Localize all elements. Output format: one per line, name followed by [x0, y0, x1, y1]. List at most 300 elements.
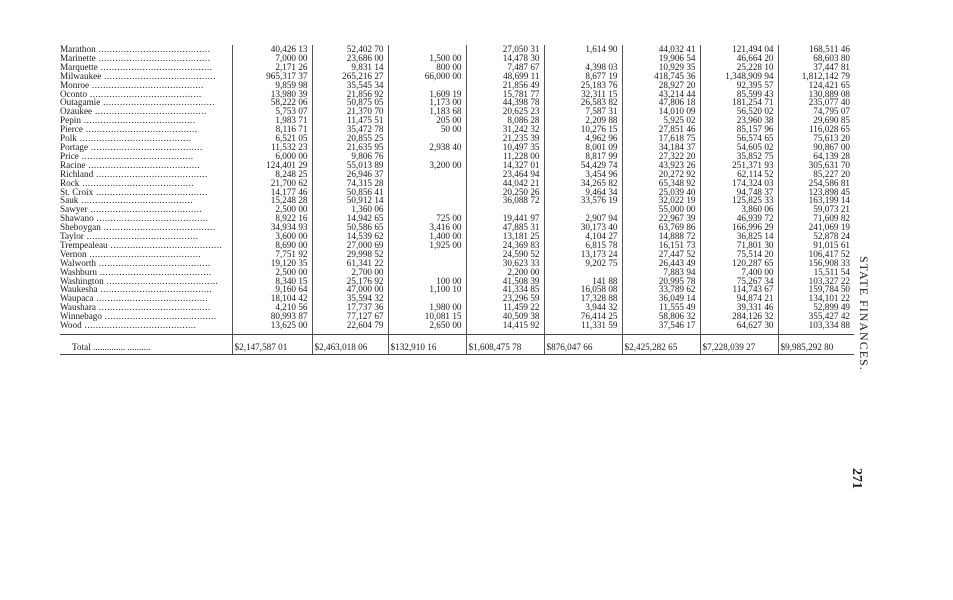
amount-cell: 4,398 03 — [544, 63, 622, 72]
amount-cell: 64,139 28 — [813, 151, 850, 161]
amount-cell: 116,028 65 — [808, 125, 850, 135]
amount-cell: 43,923 26 — [622, 161, 700, 170]
amount-cell: 174,324 03 — [700, 179, 778, 188]
county-name — [60, 268, 232, 277]
amount-cell: 14,478 30 — [466, 54, 544, 63]
amount-cell: 75,514 20 — [700, 250, 778, 259]
amount-cell: 15,511 54 — [813, 267, 850, 277]
amount-cell: 11,459 22 — [466, 303, 544, 312]
amount-cell: 305,631 70 — [808, 160, 850, 170]
table-row — [60, 196, 854, 205]
county-name — [60, 196, 232, 205]
amount-cell: 50,912 14 — [312, 196, 388, 205]
amount-cell: 41,334 85 — [466, 285, 544, 294]
amount-cell: 168,511 46 — [808, 45, 850, 54]
amount-cell — [388, 268, 466, 277]
amount-cell: 9,160 64 — [232, 285, 312, 294]
amount-cell: 1,348,909 94 — [700, 72, 778, 81]
amount-cell: 20,855 25 — [312, 134, 388, 143]
total-cell: $2,425,282 65 — [622, 335, 700, 355]
amount-cell: 26,443 49 — [622, 259, 700, 268]
amount-cell: 85,157 96 — [700, 125, 778, 134]
leader-dots: ........................................ — [107, 240, 223, 250]
amount-cell: 66,000 00 — [388, 72, 466, 81]
amount-cell: 103,334 88 — [808, 321, 850, 330]
amount-cell: 35,545 34 — [312, 81, 388, 90]
amount-cell: 50,875 05 — [312, 98, 388, 107]
amount-cell: 15,781 77 — [466, 90, 544, 99]
leader-dots: .............. .......... — [90, 341, 151, 352]
amount-cell: 3,860 06 — [700, 205, 778, 214]
amount-cell: 43,214 44 — [622, 90, 700, 99]
amount-cell: 52,899 49 — [813, 303, 850, 313]
amount-cell: 25,039 40 — [622, 188, 700, 197]
amount-cell: 9,831 14 — [312, 63, 388, 72]
amount-cell: 46,939 72 — [700, 214, 778, 223]
amount-cell: 11,331 59 — [544, 321, 622, 330]
amount-cell: 11,532 23 — [232, 143, 312, 152]
county-name-text: Marquette — [60, 62, 98, 72]
amount-cell: 9,859 98 — [232, 81, 312, 90]
amount-cell: 254,586 81 — [808, 178, 850, 188]
county-name — [60, 259, 232, 268]
county-name — [60, 125, 232, 134]
amount-cell: 25,228 10 — [700, 63, 778, 72]
amount-cell: 418,745 36 — [622, 72, 700, 81]
leader-dots: ........................................ — [93, 169, 208, 179]
county-name-text: Milwaukee — [60, 71, 102, 81]
leader-dots: ........................................ — [96, 258, 211, 268]
amount-cell: 28,927 20 — [622, 81, 700, 90]
amount-cell: 50,856 41 — [312, 188, 388, 197]
amount-cell: 5,925 02 — [622, 116, 700, 125]
amount-cell: 61,341 22 — [312, 259, 388, 268]
amount-cell — [388, 294, 466, 303]
amount-cell: 56,574 65 — [700, 134, 778, 143]
amount-cell: 2,907 94 — [544, 214, 622, 223]
leader-dots: ........................................ — [87, 89, 202, 99]
amount-cell: 44,032 41 — [622, 45, 700, 54]
county-finance-table — [60, 45, 854, 355]
leader-dots: ........................................ — [95, 53, 211, 63]
amount-cell: 54,605 02 — [700, 143, 778, 152]
county-name — [60, 223, 232, 232]
county-name-text: Vernon — [60, 249, 87, 259]
county-name — [60, 321, 232, 330]
amount-cell: 2,938 40 — [388, 143, 466, 152]
county-name-text: Polk — [60, 134, 77, 143]
county-name-text: Waushara — [60, 303, 96, 313]
amount-cell: 181,254 71 — [700, 98, 778, 107]
amount-cell: 32,311 15 — [544, 90, 622, 99]
amount-cell: 47,885 31 — [466, 223, 544, 232]
amount-cell: 125,825 33 — [700, 196, 778, 205]
amount-cell: 134,101 22 — [808, 294, 850, 304]
table-row — [60, 223, 854, 232]
county-name — [60, 285, 232, 294]
amount-cell: 5,753 07 — [232, 107, 312, 116]
amount-cell: 725 00 — [388, 214, 466, 223]
amount-cell: 33,576 19 — [544, 196, 622, 205]
county-name — [60, 205, 232, 214]
total-row — [60, 335, 854, 355]
total-label-text: Total — [72, 341, 91, 352]
table-row — [60, 294, 854, 303]
amount-cell: 6,000 00 — [232, 152, 312, 161]
amount-cell: 17,328 88 — [544, 294, 622, 303]
amount-cell: 77,127 67 — [312, 312, 388, 321]
amount-cell: 36,825 14 — [700, 232, 778, 241]
amount-cell: 241,069 19 — [808, 223, 850, 233]
leader-dots: ........................................ — [101, 71, 217, 81]
leader-dots: ........................................ — [85, 160, 201, 170]
leader-dots: ........................................ — [92, 107, 207, 117]
amount-cell — [544, 54, 622, 63]
county-name-text: Sauk — [60, 196, 79, 206]
county-name-text: Outagamie — [60, 98, 101, 108]
amount-cell: 41,508 39 — [466, 277, 544, 286]
amount-cell: 4,210 56 — [232, 303, 312, 312]
amount-cell: 85,599 43 — [700, 90, 778, 99]
page-number: 271 — [849, 468, 864, 489]
amount-cell: 2,500 00 — [232, 268, 312, 277]
county-name-text: Washington — [60, 276, 104, 286]
total-label — [60, 335, 232, 355]
amount-cell — [388, 45, 466, 54]
amount-cell: 94,748 37 — [700, 188, 778, 197]
amount-cell: 121,494 04 — [700, 45, 778, 54]
leader-dots: ........................................ — [93, 214, 209, 224]
county-name — [60, 294, 232, 303]
leader-dots: ........................................ — [88, 142, 203, 152]
amount-cell: 65,348 92 — [622, 179, 700, 188]
amount-cell: 2,209 88 — [544, 116, 622, 125]
amount-cell: 44,042 21 — [466, 179, 544, 188]
amount-cell: 21,856 92 — [312, 90, 388, 99]
amount-cell: 29,998 52 — [312, 250, 388, 259]
amount-cell: 29,690 85 — [813, 116, 850, 126]
table-row — [60, 170, 854, 179]
amount-cell: 159,784 50 — [808, 285, 850, 295]
amount-cell: 27,447 52 — [622, 250, 700, 259]
amount-cell: 30,173 40 — [544, 223, 622, 232]
amount-cell: 8,817 99 — [544, 152, 622, 161]
table-row — [60, 54, 854, 63]
amount-cell: 1,100 10 — [388, 285, 466, 294]
table-row — [60, 232, 854, 241]
leader-dots: ........................................ — [103, 276, 219, 286]
amount-cell: 13,980 39 — [232, 90, 312, 99]
leader-dots: ........................................ — [97, 62, 213, 72]
leader-dots: ........................................ — [93, 294, 209, 304]
amount-cell: 15,248 28 — [232, 196, 312, 205]
county-name — [60, 107, 232, 116]
amount-cell: 85,227 20 — [813, 169, 850, 179]
county-name-text: Richland — [60, 169, 94, 179]
amount-cell: 6,815 78 — [544, 241, 622, 250]
total-cell: $7,228,039 27 — [700, 335, 778, 355]
amount-cell — [388, 179, 466, 188]
amount-cell: 19,120 35 — [232, 259, 312, 268]
amount-cell: 54,429 74 — [544, 161, 622, 170]
amount-cell: 31,242 32 — [466, 125, 544, 134]
leader-dots: ........................................ — [78, 151, 194, 161]
table-row — [60, 161, 854, 170]
amount-cell: 36,088 72 — [466, 196, 544, 205]
running-head: STATE FINANCES. — [857, 256, 871, 371]
table-row — [60, 259, 854, 268]
amount-cell: 205 00 — [388, 116, 466, 125]
amount-cell: 17,618 75 — [622, 134, 700, 143]
amount-cell: 7,000 00 — [232, 54, 312, 63]
amount-cell: 18,104 42 — [232, 294, 312, 303]
amount-cell — [466, 205, 544, 214]
amount-cell: 1,983 71 — [232, 116, 312, 125]
total-cell: $9,985,292 80 — [778, 335, 854, 355]
amount-cell: 26,946 37 — [312, 170, 388, 179]
leader-dots: ........................................ — [93, 187, 208, 197]
county-name — [60, 45, 232, 54]
amount-cell: 32,022 19 — [622, 196, 700, 205]
amount-cell: 50,586 65 — [312, 223, 388, 232]
county-name-text: Sawyer — [60, 205, 88, 215]
amount-cell — [388, 196, 466, 205]
amount-cell: 3,600 00 — [232, 232, 312, 241]
amount-cell: 1,500 00 — [388, 54, 466, 63]
amount-cell: 46,664 20 — [700, 54, 778, 63]
county-name — [60, 54, 232, 63]
amount-cell: 106,417 52 — [808, 249, 850, 259]
amount-cell: 26,583 82 — [544, 98, 622, 107]
county-name — [60, 116, 232, 125]
table-row — [60, 214, 854, 223]
amount-cell: 8,248 25 — [232, 170, 312, 179]
county-name — [60, 250, 232, 259]
leader-dots: ........................................ — [79, 178, 195, 188]
amount-cell: 74,315 28 — [312, 179, 388, 188]
amount-cell: 21,700 62 — [232, 179, 312, 188]
amount-cell: 163,199 14 — [808, 196, 850, 206]
amount-cell: 55,013 89 — [312, 161, 388, 170]
amount-cell: 36,049 14 — [622, 294, 700, 303]
county-name-text: Sheboygan — [60, 223, 101, 233]
amount-cell: 7,587 31 — [544, 107, 622, 116]
table-row — [60, 312, 854, 321]
amount-cell: 40,426 13 — [232, 45, 312, 54]
amount-cell: 141 88 — [544, 277, 622, 286]
amount-cell: 13,625 00 — [232, 321, 312, 330]
table-row — [60, 285, 854, 294]
table-row — [60, 116, 854, 125]
amount-cell: 156,908 33 — [808, 258, 850, 268]
amount-cell — [388, 250, 466, 259]
amount-cell: 20,250 26 — [466, 188, 544, 197]
amount-cell: 21,235 39 — [466, 134, 544, 143]
county-name-text: Waupaca — [60, 294, 94, 304]
county-name — [60, 81, 232, 90]
amount-cell: 965,317 37 — [232, 72, 312, 81]
amount-cell: 71,801 30 — [700, 241, 778, 250]
amount-cell: 76,414 25 — [544, 312, 622, 321]
amount-cell: 58,806 32 — [622, 312, 700, 321]
amount-cell: 16,151 73 — [622, 241, 700, 250]
amount-cell: 47,000 00 — [312, 285, 388, 294]
amount-cell: 2,200 00 — [466, 268, 544, 277]
amount-cell: 2,500 00 — [232, 205, 312, 214]
leader-dots: ........................................ — [87, 205, 203, 215]
county-name — [60, 72, 232, 81]
county-name-text: Walworth — [60, 258, 96, 268]
county-name — [60, 241, 232, 250]
amount-cell: 34,265 82 — [544, 179, 622, 188]
table-row — [60, 277, 854, 286]
total-cell: $2,463,018 06 — [312, 335, 388, 355]
county-name — [60, 152, 232, 161]
amount-cell: 91,015 61 — [813, 240, 850, 250]
amount-cell: 25,183 76 — [544, 81, 622, 90]
amount-cell: 23,686 00 — [312, 54, 388, 63]
amount-cell — [388, 188, 466, 197]
amount-cell: 39,331 46 — [700, 303, 778, 312]
county-name-text: Washburn — [60, 267, 98, 277]
amount-cell: 14,415 92 — [466, 321, 544, 330]
amount-cell: 13,173 24 — [544, 250, 622, 259]
table-row — [60, 98, 854, 107]
amount-cell: 114,743 67 — [700, 285, 778, 294]
total-cell: $1,608,475 78 — [466, 335, 544, 355]
amount-cell: 8,677 19 — [544, 72, 622, 81]
county-name — [60, 98, 232, 107]
county-name — [60, 170, 232, 179]
county-name-text: Shawano — [60, 214, 94, 224]
amount-cell: 8,116 71 — [232, 125, 312, 134]
county-name-text: Oconto — [60, 89, 88, 99]
amount-cell: 130,889 08 — [808, 89, 850, 99]
amount-cell: 100 00 — [388, 277, 466, 286]
amount-cell: 44,398 78 — [466, 98, 544, 107]
amount-cell: 14,888 72 — [622, 232, 700, 241]
amount-cell: 80,993 87 — [232, 312, 312, 321]
amount-cell: 50 00 — [388, 125, 466, 134]
amount-cell: 21,635 95 — [312, 143, 388, 152]
amount-cell: 1,360 06 — [312, 205, 388, 214]
amount-cell: 11,228 00 — [466, 152, 544, 161]
county-name-text: Trempealeau — [60, 240, 108, 250]
amount-cell: 7,400 00 — [700, 268, 778, 277]
table-row — [60, 268, 854, 277]
amount-cell: 3,944 32 — [544, 303, 622, 312]
amount-cell: 235,077 40 — [808, 98, 850, 108]
table-row — [60, 72, 854, 81]
amount-cell: 8,690 00 — [232, 241, 312, 250]
amount-cell: 75,613 20 — [813, 134, 850, 143]
amount-cell: 10,276 15 — [544, 125, 622, 134]
total-cell: $876,047 66 — [544, 335, 622, 355]
leader-dots: ........................................ — [76, 134, 192, 143]
county-name-text: Winnebago — [60, 312, 102, 322]
amount-cell: 6,521 05 — [232, 134, 312, 143]
amount-cell: 14,539 62 — [312, 232, 388, 241]
amount-cell: 27,000 69 — [312, 241, 388, 250]
amount-cell: 24,590 52 — [466, 250, 544, 259]
amount-cell: 63,769 86 — [622, 223, 700, 232]
amount-cell: 52,402 70 — [312, 45, 388, 54]
table-row — [60, 107, 854, 116]
amount-cell: 35,852 75 — [700, 152, 778, 161]
amount-cell: 7,883 94 — [622, 268, 700, 277]
table-row — [60, 188, 854, 197]
amount-cell: 90,867 00 — [813, 142, 850, 152]
county-name-text: Rock — [60, 178, 80, 188]
amount-cell: 166,996 29 — [700, 223, 778, 232]
amount-cell: 8,340 15 — [232, 277, 312, 286]
amount-cell: 23,960 38 — [700, 116, 778, 125]
amount-cell: 92,395 57 — [700, 81, 778, 90]
table-row — [60, 134, 854, 143]
amount-cell: 120,287 65 — [700, 259, 778, 268]
county-name — [60, 90, 232, 99]
county-name-text: Waukesha — [60, 285, 98, 295]
amount-cell: 48,699 11 — [466, 72, 544, 81]
amount-cell: 2,171 26 — [232, 63, 312, 72]
table-row — [60, 143, 854, 152]
amount-cell: 56,520 02 — [700, 107, 778, 116]
amount-cell: 1,183 68 — [388, 107, 466, 116]
county-name — [60, 143, 232, 152]
county-name-text: Price — [60, 151, 79, 161]
amount-cell — [388, 81, 466, 90]
leader-dots: ........................................ — [86, 249, 202, 259]
amount-cell: 3,200 00 — [388, 161, 466, 170]
amount-cell: 35,594 32 — [312, 294, 388, 303]
county-name — [60, 312, 232, 321]
county-name-text: Portage — [60, 142, 89, 152]
county-name-text: St. Croix — [60, 187, 94, 197]
amount-cell: 34,184 37 — [622, 143, 700, 152]
amount-cell: 47,806 18 — [622, 98, 700, 107]
amount-cell — [388, 259, 466, 268]
amount-cell: 4,104 27 — [544, 232, 622, 241]
amount-cell: 62,114 52 — [700, 170, 778, 179]
table-row — [60, 241, 854, 250]
amount-cell: 14,177 46 — [232, 188, 312, 197]
leader-dots: ........................................ — [97, 267, 212, 277]
table-row — [60, 63, 854, 72]
amount-cell: 24,369 83 — [466, 241, 544, 250]
amount-cell: 40,509 38 — [466, 312, 544, 321]
total-cell: $132,910 16 — [388, 335, 466, 355]
amount-cell: 265,216 27 — [312, 72, 388, 81]
leader-dots: ........................................ — [101, 312, 217, 322]
leader-dots: ........................................ — [89, 80, 204, 90]
amount-cell: 124,421 65 — [808, 80, 850, 90]
amount-cell: 10,081 15 — [388, 312, 466, 321]
amount-cell: 1,980 00 — [388, 303, 466, 312]
amount-cell: 14,010 09 — [622, 107, 700, 116]
county-name-text: Pierce — [60, 125, 83, 135]
amount-cell: 33,789 62 — [622, 285, 700, 294]
table-row — [60, 303, 854, 312]
county-name-text: Taylor — [60, 232, 84, 241]
amount-cell: 22,604 79 — [312, 321, 388, 330]
amount-cell: 8,922 16 — [232, 214, 312, 223]
amount-cell: 1,812,142 79 — [801, 71, 850, 81]
leader-dots: ........................................ — [96, 303, 211, 313]
county-name — [60, 232, 232, 241]
amount-cell: 284,126 32 — [700, 312, 778, 321]
county-name-text: Marinette — [60, 53, 96, 63]
table-row — [60, 250, 854, 259]
